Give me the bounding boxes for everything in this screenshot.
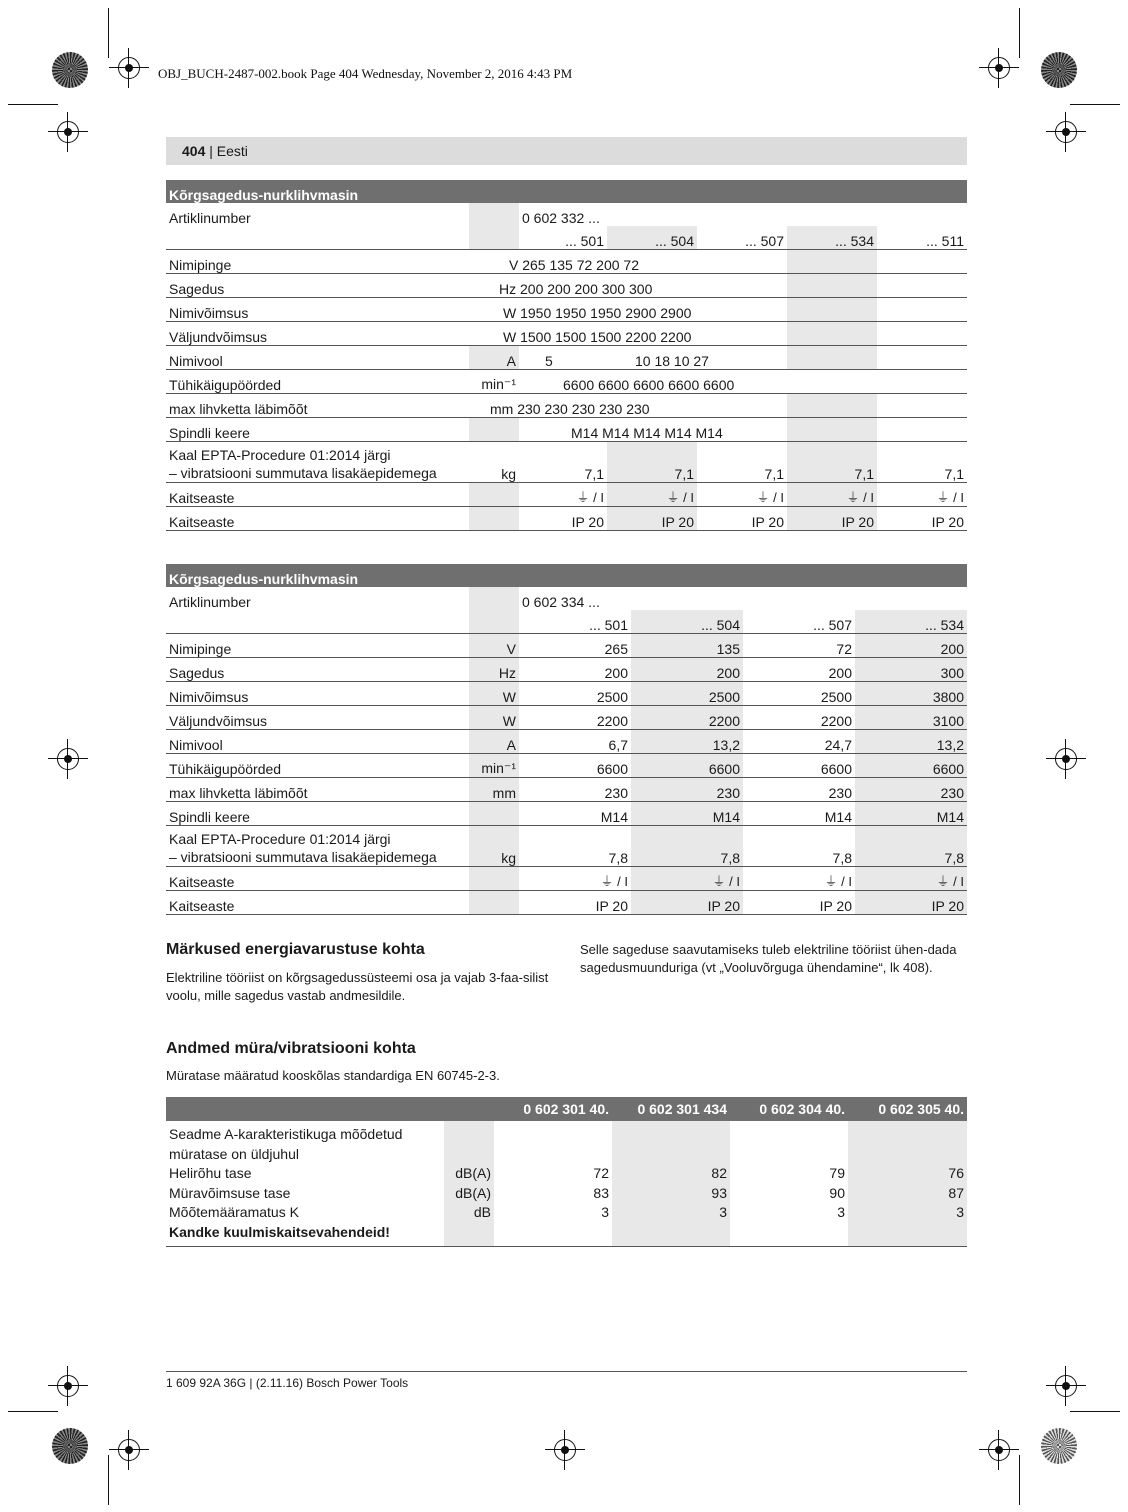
row-unit: A bbox=[469, 346, 519, 370]
row-value: 2200 bbox=[519, 706, 631, 730]
protection-class-icon: ⏚ / I bbox=[855, 867, 967, 891]
row-value: 2200 bbox=[743, 706, 855, 730]
weight-value: 7,8 bbox=[631, 826, 743, 867]
protection-class-icon: ⏚ / I bbox=[631, 867, 743, 891]
noise-value: 3 bbox=[956, 1204, 964, 1220]
registration-target-icon bbox=[988, 1439, 1010, 1461]
noise-value: 87 bbox=[948, 1184, 964, 1201]
registration-target-icon bbox=[57, 1375, 79, 1397]
article-base: 0 602 332 ... bbox=[522, 210, 600, 226]
row-value: 2200 bbox=[631, 706, 743, 730]
registration-target-icon bbox=[1055, 748, 1077, 770]
row-value: M14 bbox=[631, 802, 743, 826]
variant-header: ... 507 bbox=[697, 226, 787, 250]
weight-unit: kg bbox=[469, 442, 519, 483]
row-values: M14 M14 M14 M14 M14 bbox=[519, 418, 787, 442]
crop-mark bbox=[8, 104, 58, 105]
footer-rule bbox=[166, 1371, 967, 1372]
noise-value: 3 bbox=[601, 1204, 609, 1220]
hearing-protection-warning: Kandke kuulmiskaitsevahendeid! bbox=[169, 1223, 390, 1240]
row-value: 265 bbox=[519, 634, 631, 658]
row-label: Nimivõimsus bbox=[166, 682, 469, 706]
row-label: Spindli keere bbox=[166, 418, 469, 442]
variant-header: ... 504 bbox=[607, 226, 697, 250]
registration-rosette-icon bbox=[1041, 1428, 1077, 1464]
noise-column-header: 0 602 305 40. bbox=[848, 1097, 967, 1121]
noise-value: 72 bbox=[593, 1165, 609, 1181]
energy-text-right: Selle sageduse saavutamiseks tuleb elektriline tööriist ühen-dada sagedusmuunduriga (vt „Vooluvõrguga ühendamine“, lk 408). bbox=[580, 942, 957, 975]
protection-class-icon: ⏚ / I bbox=[519, 483, 607, 507]
noise-value: 79 bbox=[829, 1165, 845, 1181]
row-label: Nimivool bbox=[166, 346, 469, 370]
row-value: 2500 bbox=[519, 682, 631, 706]
weight-label: Kaal EPTA-Procedure 01:2014 järgi bbox=[169, 447, 391, 463]
ip-value: IP 20 bbox=[855, 891, 967, 915]
protection-class-icon: ⏚ / I bbox=[607, 483, 697, 507]
row-value: M14 bbox=[743, 802, 855, 826]
weight-value: 7,1 bbox=[519, 442, 607, 483]
ip-label: Kaitseaste bbox=[166, 507, 469, 531]
crop-mark bbox=[1019, 1455, 1020, 1505]
row-value: 2500 bbox=[631, 682, 743, 706]
row-value: 13,2 bbox=[631, 730, 743, 754]
protection-label: Kaitseaste bbox=[166, 483, 469, 507]
article-label: Artiklinumber bbox=[169, 210, 251, 226]
row-value: 6,7 bbox=[519, 730, 631, 754]
noise-unit: dB bbox=[473, 1204, 491, 1220]
row-label: Väljundvõimsus bbox=[166, 322, 469, 346]
weight-value: 7,1 bbox=[607, 442, 697, 483]
row-values: mm 230 230 230 230 230 bbox=[469, 394, 697, 418]
spec-table-334 bbox=[166, 564, 967, 915]
row-unit: mm bbox=[469, 778, 519, 802]
row-label: Spindli keere bbox=[166, 802, 469, 826]
noise-value: 93 bbox=[711, 1184, 727, 1201]
row-label: Nimivõimsus bbox=[166, 298, 469, 322]
protection-class-icon: ⏚ / I bbox=[697, 483, 787, 507]
noise-value: 3 bbox=[719, 1204, 727, 1220]
row-value: M14 bbox=[855, 802, 967, 826]
row-value: 230 bbox=[519, 778, 631, 802]
registration-rosette-icon bbox=[52, 1428, 88, 1464]
row-value: 6600 bbox=[855, 754, 967, 778]
page-number: 404 bbox=[182, 143, 206, 159]
noise-description: Seadme A-karakteristikuga mõõdetud bbox=[169, 1126, 403, 1142]
table-title: Kõrgsagedus-nurklihvmasin bbox=[166, 180, 967, 203]
ip-value: IP 20 bbox=[697, 507, 787, 531]
protection-label: Kaitseaste bbox=[166, 867, 469, 891]
registration-target-icon bbox=[1055, 121, 1077, 143]
row-value: 230 bbox=[631, 778, 743, 802]
row-value: 230 bbox=[855, 778, 967, 802]
variant-header: ... 534 bbox=[855, 610, 967, 634]
noise-row-label: Mõõtemääramatus K bbox=[169, 1204, 299, 1220]
row-value: 3800 bbox=[855, 682, 967, 706]
row-value: 200 bbox=[855, 634, 967, 658]
page-header: 404 | Eesti bbox=[166, 137, 967, 165]
registration-target-icon bbox=[118, 57, 140, 79]
noise-column-header: 0 602 304 40. bbox=[730, 1097, 848, 1121]
noise-table bbox=[166, 1097, 967, 1247]
registration-rosette-icon bbox=[1041, 52, 1077, 88]
row-value: 6600 bbox=[631, 754, 743, 778]
row-unit: A bbox=[469, 730, 519, 754]
page-language: Eesti bbox=[216, 143, 248, 159]
row-label: Nimipinge bbox=[166, 250, 469, 274]
row-value: 6600 bbox=[519, 754, 631, 778]
noise-description: müratase on üldjuhul bbox=[169, 1145, 299, 1162]
row-label: Sagedus bbox=[166, 274, 469, 298]
article-label: Artiklinumber bbox=[169, 594, 251, 610]
crop-mark bbox=[1070, 104, 1120, 105]
row-value: 230 bbox=[743, 778, 855, 802]
ip-value: IP 20 bbox=[787, 507, 877, 531]
registration-target-icon bbox=[57, 121, 79, 143]
noise-unit: dB(A) bbox=[455, 1165, 491, 1181]
variant-header: ... 501 bbox=[519, 610, 631, 634]
row-unit bbox=[469, 802, 519, 826]
noise-heading: Andmed müra/vibratsiooni kohta bbox=[166, 1040, 416, 1057]
row-value: 135 bbox=[631, 634, 743, 658]
weight-value: 7,8 bbox=[519, 826, 631, 867]
energy-text-left: Elektriline tööriist on kõrgsagedussüsteemi osa ja vajab 3-faa-silist voolu, mille sagedus vastab andmesildile. bbox=[166, 970, 549, 1003]
spec-table-332 bbox=[166, 180, 967, 531]
row-values: 10 18 10 27 bbox=[607, 346, 787, 370]
weight-label: Kaal EPTA-Procedure 01:2014 järgi bbox=[169, 831, 391, 847]
variant-header: ... 507 bbox=[743, 610, 855, 634]
weight-sublabel: – vibratsiooni summutava lisakäepidemega bbox=[169, 465, 437, 481]
protection-class-icon: ⏚ / I bbox=[787, 483, 877, 507]
weight-unit: kg bbox=[469, 826, 519, 867]
ip-label: Kaitseaste bbox=[166, 891, 469, 915]
row-values: 6600 6600 6600 6600 6600 bbox=[519, 370, 877, 394]
row-unit: min⁻¹ bbox=[469, 754, 519, 778]
ip-value: IP 20 bbox=[743, 891, 855, 915]
noise-row-label: Helirõhu tase bbox=[169, 1165, 252, 1181]
weight-sublabel: – vibratsiooni summutava lisakäepidemega bbox=[169, 849, 437, 865]
row-value: M14 bbox=[519, 802, 631, 826]
noise-value: 83 bbox=[593, 1184, 609, 1201]
row-unit: W bbox=[469, 706, 519, 730]
row-label: Sagedus bbox=[166, 658, 469, 682]
row-value: 200 bbox=[519, 658, 631, 682]
noise-unit: dB(A) bbox=[455, 1184, 491, 1201]
weight-value: 7,1 bbox=[697, 442, 787, 483]
row-value: 2500 bbox=[743, 682, 855, 706]
noise-value: 90 bbox=[829, 1184, 845, 1201]
ip-value: IP 20 bbox=[631, 891, 743, 915]
row-unit: V bbox=[469, 634, 519, 658]
row-label: Nimivool bbox=[166, 730, 469, 754]
row-value: 200 bbox=[631, 658, 743, 682]
row-unit: Hz bbox=[469, 658, 519, 682]
row-values: V 265 135 72 200 72 bbox=[469, 250, 697, 274]
noise-column-header: 0 602 301 40. bbox=[494, 1097, 612, 1121]
article-base: 0 602 334 ... bbox=[522, 594, 600, 610]
row-label: Tühikäigupöörded bbox=[166, 754, 469, 778]
noise-row-label: Müravõimsuse tase bbox=[169, 1184, 291, 1201]
row-values: Hz 200 200 200 300 300 bbox=[469, 274, 697, 298]
registration-target-icon bbox=[988, 57, 1010, 79]
row-value: 5 bbox=[519, 346, 607, 370]
row-unit: min⁻¹ bbox=[469, 370, 519, 394]
row-label: max lihvketta läbimõõt bbox=[166, 778, 469, 802]
variant-header: ... 501 bbox=[519, 226, 607, 250]
page-footer: 1 609 92A 36G | (2.11.16) Bosch Power Tools bbox=[166, 1376, 409, 1390]
row-label: Väljundvõimsus bbox=[166, 706, 469, 730]
registration-target-icon bbox=[118, 1439, 140, 1461]
row-label: Tühikäigupöörded bbox=[166, 370, 469, 394]
row-value: 300 bbox=[855, 658, 967, 682]
variant-header: ... 504 bbox=[631, 610, 743, 634]
weight-value: 7,8 bbox=[743, 826, 855, 867]
row-label: Nimipinge bbox=[166, 634, 469, 658]
ip-value: IP 20 bbox=[519, 507, 607, 531]
row-value: 24,7 bbox=[743, 730, 855, 754]
ip-value: IP 20 bbox=[607, 507, 697, 531]
crop-mark bbox=[1070, 1411, 1120, 1412]
row-value: 6600 bbox=[743, 754, 855, 778]
registration-rosette-icon bbox=[52, 52, 88, 88]
ip-value: IP 20 bbox=[877, 507, 967, 531]
noise-column-header: 0 602 301 434 bbox=[612, 1097, 730, 1121]
row-unit: W bbox=[469, 682, 519, 706]
variant-header: ... 534 bbox=[787, 226, 877, 250]
energy-heading: Märkused energiavarustuse kohta bbox=[166, 941, 425, 958]
row-label: max lihvketta läbimõõt bbox=[166, 394, 469, 418]
weight-value: 7,1 bbox=[787, 442, 877, 483]
noise-value: 3 bbox=[837, 1204, 845, 1220]
variant-header: ... 511 bbox=[877, 226, 967, 250]
weight-value: 7,1 bbox=[877, 442, 967, 483]
protection-class-icon: ⏚ / I bbox=[743, 867, 855, 891]
weight-value: 7,8 bbox=[855, 826, 967, 867]
crop-mark bbox=[1019, 8, 1020, 58]
protection-class-icon: ⏚ / I bbox=[519, 867, 631, 891]
row-values: W 1500 1500 1500 2200 2200 bbox=[469, 322, 787, 346]
row-values: W 1950 1950 1950 2900 2900 bbox=[469, 298, 787, 322]
noise-value: 82 bbox=[711, 1165, 727, 1181]
row-value: 72 bbox=[743, 634, 855, 658]
crop-mark bbox=[8, 1411, 58, 1412]
row-value: 200 bbox=[743, 658, 855, 682]
noise-value: 76 bbox=[948, 1165, 964, 1181]
print-slug: OBJ_BUCH-2487-002.book Page 404 Wednesday, November 2, 2016 4:43 PM bbox=[158, 66, 573, 81]
protection-class-icon: ⏚ / I bbox=[877, 483, 967, 507]
registration-target-icon bbox=[57, 748, 79, 770]
row-value: 13,2 bbox=[855, 730, 967, 754]
noise-intro: Müratase määratud kooskõlas standardiga EN 60745-2-3. bbox=[166, 1068, 500, 1083]
row-value: 3100 bbox=[855, 706, 967, 730]
registration-target-icon bbox=[554, 1439, 576, 1461]
registration-target-icon bbox=[1055, 1375, 1077, 1397]
ip-value: IP 20 bbox=[519, 891, 631, 915]
table-title: Kõrgsagedus-nurklihvmasin bbox=[166, 564, 967, 587]
